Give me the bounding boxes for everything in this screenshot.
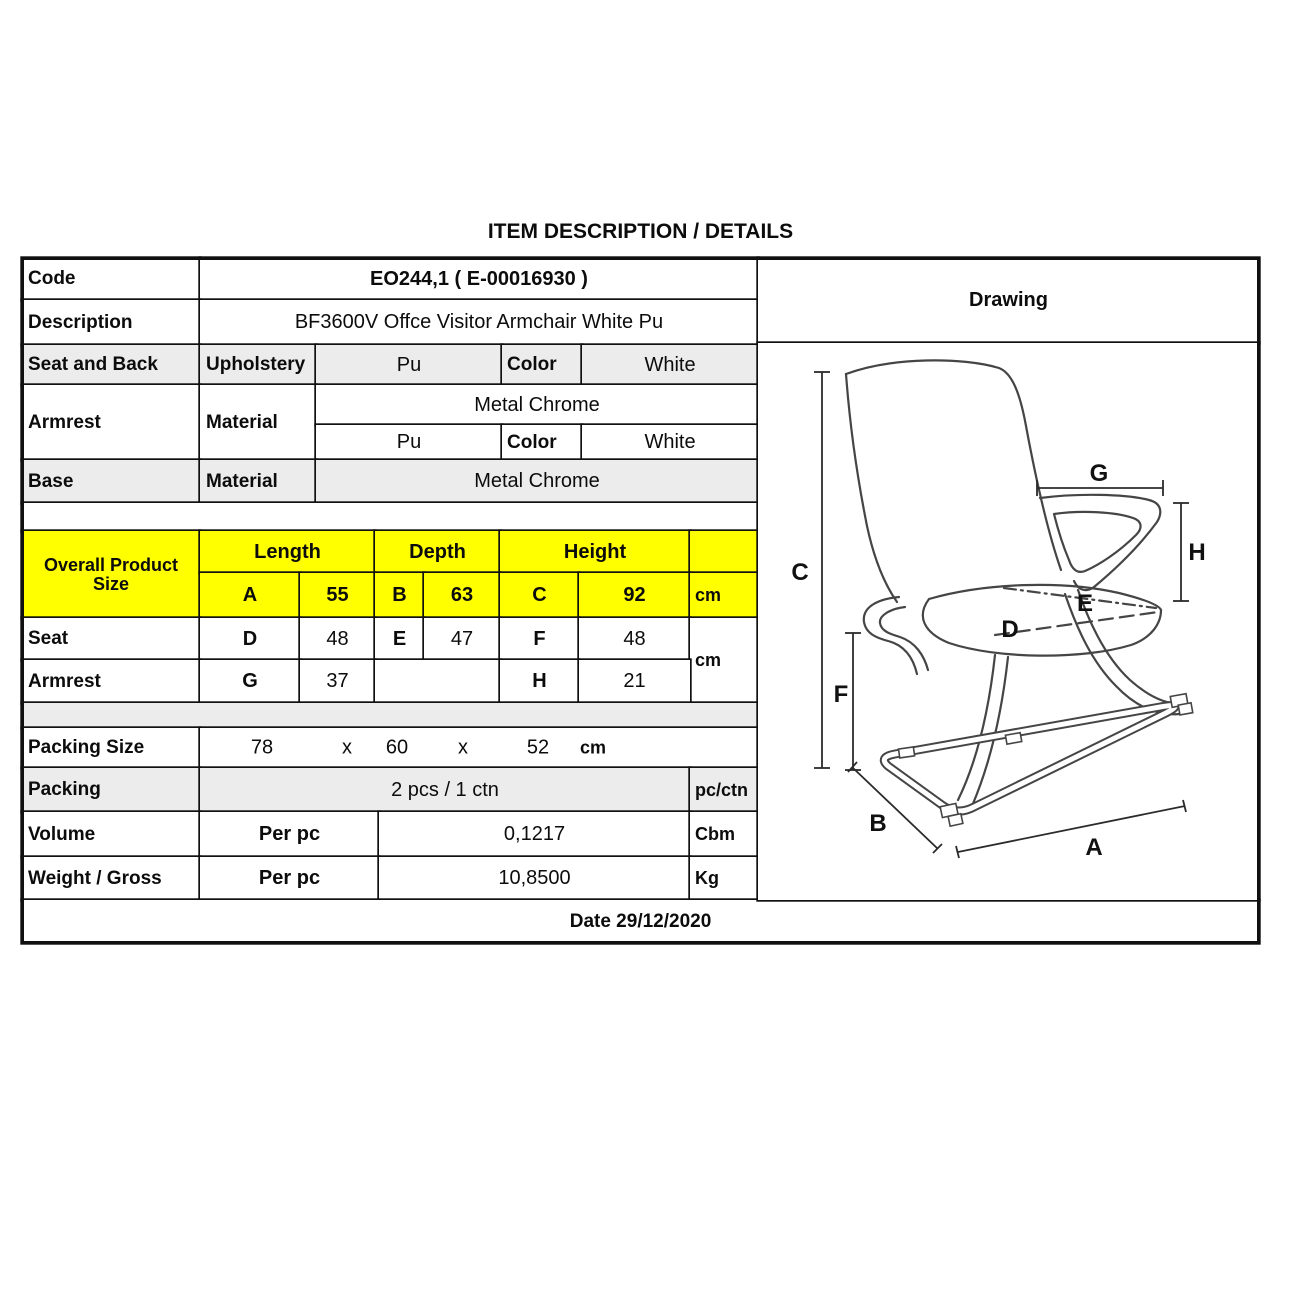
left-armrest-outline [864,597,917,674]
dim-h: H [500,660,579,703]
volume-label: Volume [22,812,200,857]
overall-size-label-line2: Size [92,573,130,594]
seat-size-label: Seat [22,618,200,660]
right-armrest-outline [1040,495,1160,590]
weight-basis: Per pc [200,857,379,900]
dim-a-value: 55 [300,573,375,618]
volume-value: 0,1217 [379,812,690,857]
seat-and-back-material: Pu [316,345,502,385]
dim-label-h: H [1188,539,1206,566]
dim-label-e: E [1076,590,1094,617]
dim-d: D [200,618,300,660]
size-header-blank [690,531,758,573]
packing-size-sep2: x [458,736,468,759]
packing-size-sep1: x [342,736,352,759]
dim-line-b [852,767,938,849]
description-value: BF3600V Offce Visitor Armchair White Pu [200,300,758,345]
seat-and-back-attribute: Upholstery [200,345,316,385]
dim-b: B [375,573,424,618]
overall-size-label [22,531,200,618]
dim-b-value: 63 [424,573,500,618]
armrest-frame-material: Metal Chrome [316,385,758,425]
dim-label-d: D [1001,616,1019,643]
page-title: ITEM DESCRIPTION / DETAILS [487,220,794,243]
dim-h-value: 21 [579,660,690,703]
armrest-color-value: White [582,425,758,460]
armrest-size-label: Armrest [22,660,200,703]
rail-tab [899,747,915,758]
code-label: Code [22,258,200,300]
chair-drawing [758,343,1259,900]
backrest-outline [846,360,1061,570]
date-row: Date 29/12/2020 [22,900,1259,943]
dim-g-value: 37 [300,660,375,703]
dim-label-f: F [833,681,849,708]
dim-label-a: A [1085,834,1103,861]
overall-size-unit: cm [690,573,758,618]
dim-d-value: 48 [300,618,375,660]
dim-label-b: B [869,810,887,837]
packing-size-length: 78 [250,736,274,759]
code-value: EO244,1 ( E-00016930 ) [200,258,758,300]
seat-and-back-label: Seat and Back [22,345,200,385]
size-unit: cm [690,618,758,703]
armrest-size-blank [375,660,500,703]
drawing-area [758,343,1259,900]
packing-value: 2 pcs / 1 ctn [200,768,690,812]
depth-header: Depth [375,531,500,573]
description-label: Description [22,300,200,345]
packing-label: Packing [22,768,200,812]
dim-f: F [500,618,579,660]
dim-line-a [958,806,1185,852]
dim-e: E [375,618,424,660]
spacer-row [22,503,758,531]
overall-size-label-line1: Overall Product [43,554,179,575]
dim-e-value: 47 [424,618,500,660]
armrest-label: Armrest [22,385,200,460]
rail-tab [1005,733,1021,744]
drawing-header: Drawing [758,258,1259,343]
dim-label-c: C [791,559,809,586]
packing-size-label: Packing Size [22,728,200,768]
seat-and-back-color-label: Color [502,345,582,385]
packing-size-unit: cm [579,737,607,758]
packing-size-value [200,728,758,768]
seat-and-back-color-value: White [582,345,758,385]
weight-label: Weight / Gross [22,857,200,900]
spacer-row-shaded [22,703,758,728]
armrest-color-label: Color [502,425,582,460]
packing-size-width: 60 [385,736,409,759]
seat-outline [929,585,1161,610]
weight-unit: Kg [690,857,758,900]
front-leg [1078,590,1181,704]
dim-c-value: 92 [579,573,690,618]
base-material: Metal Chrome [316,460,758,503]
packing-size-height: 52 [526,736,550,759]
dim-c: C [500,573,579,618]
weight-value: 10,8500 [379,857,690,900]
back-leg [958,655,995,800]
base-label: Base [22,460,200,503]
base-attribute: Material [200,460,316,503]
dim-g: G [200,660,300,703]
dim-a: A [200,573,300,618]
dim-label-g: G [1089,460,1109,487]
length-header: Length [200,531,375,573]
dim-f-value: 48 [579,618,690,660]
height-header: Height [500,531,690,573]
armrest-attribute: Material [200,385,316,460]
volume-unit: Cbm [690,812,758,857]
armrest-pad-material: Pu [316,425,502,460]
packing-unit: pc/ctn [690,768,758,812]
volume-basis: Per pc [200,812,379,857]
